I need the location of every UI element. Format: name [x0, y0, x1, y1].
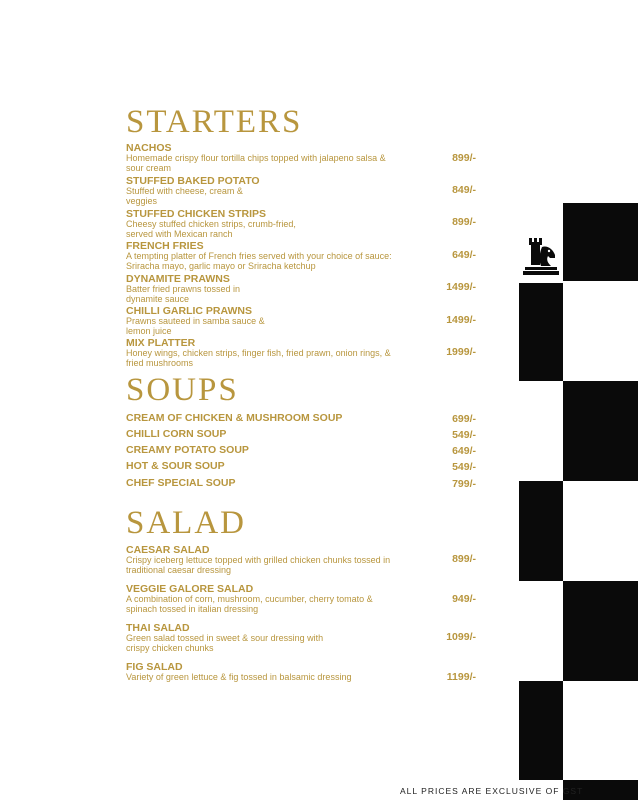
menu-item	[126, 584, 396, 614]
menu-item	[126, 274, 396, 304]
item-description: Honey wings, chicken strips, finger fish, fried prawn, onion rings, & fried mushrooms	[126, 348, 391, 368]
section-title-starters: STARTERS	[126, 104, 303, 140]
item-price: 1999/-	[446, 346, 476, 358]
menu-item	[126, 306, 396, 336]
menu-item	[126, 338, 396, 368]
gst-note: ALL PRICES ARE EXCLUSIVE OF GST	[400, 786, 584, 796]
item-price: 549/-	[452, 429, 476, 441]
checker-square	[519, 481, 563, 581]
section-title-salad: SALAD	[126, 505, 247, 541]
menu-item	[126, 662, 396, 683]
item-price: 899/-	[452, 216, 476, 228]
item-price: 549/-	[452, 461, 476, 473]
item-name: CREAM OF CHICKEN & MUSHROOM SOUP	[126, 412, 343, 424]
item-price: 899/-	[452, 553, 476, 565]
item-name: STUFFED CHICKEN STRIPS	[126, 208, 267, 220]
item-price: 1499/-	[446, 281, 476, 293]
item-name: MIX PLATTER	[126, 337, 196, 349]
item-description: A combination of corn, mushroom, cucumber, cherry tomato & spinach tossed in italian dressing	[126, 594, 373, 614]
section-title-soups: SOUPS	[126, 372, 239, 408]
item-description: Prawns sauteed in samba sauce & lemon juice	[126, 316, 265, 336]
menu-item	[126, 545, 396, 575]
checker-square	[563, 581, 638, 681]
item-description: Crispy iceberg lettuce topped with grilled chicken chunks tossed in traditional caesar dressing	[126, 555, 391, 575]
item-description: Green salad tossed in sweet & sour dressing with crispy chicken chunks	[126, 633, 324, 653]
menu-item	[126, 623, 396, 653]
checker-square	[519, 283, 563, 381]
item-name: CREAMY POTATO SOUP	[126, 444, 249, 456]
menu-item	[126, 143, 396, 173]
item-price: 699/-	[452, 413, 476, 425]
item-name: FIG SALAD	[126, 661, 183, 673]
item-name: VEGGIE GALORE SALAD	[126, 583, 254, 595]
menu-item	[126, 413, 396, 424]
menu-item	[126, 429, 396, 440]
checker-square	[563, 203, 638, 281]
item-name: STUFFED BAKED POTATO	[126, 175, 260, 187]
item-description: Cheesy stuffed chicken strips, crumb-fried, served with Mexican ranch	[126, 219, 296, 239]
menu-item	[126, 241, 396, 271]
item-description: Batter fried prawns tossed in dynamite sauce	[126, 284, 241, 304]
item-description: Variety of green lettuce & fig tossed in balsamic dressing	[126, 672, 352, 682]
checkerboard-decor	[519, 0, 638, 800]
item-name: FRENCH FRIES	[126, 240, 204, 252]
item-description: Homemade crispy flour tortilla chips topped with jalapeno salsa & sour cream	[126, 153, 386, 173]
chess-knight-icon	[520, 235, 560, 277]
item-description: Stuffed with cheese, cream & veggies	[126, 186, 243, 206]
item-price: 799/-	[452, 478, 476, 490]
item-description: A tempting platter of French fries served with your choice of sauce: Sriracha mayo, garlic mayo or Sriracha ketchup	[126, 251, 392, 271]
checker-square	[563, 381, 638, 481]
item-price: 1499/-	[446, 314, 476, 326]
menu-item	[126, 445, 396, 456]
item-name: THAI SALAD	[126, 622, 190, 634]
item-price: 649/-	[452, 445, 476, 457]
item-name: NACHOS	[126, 142, 172, 154]
item-name: HOT & SOUR SOUP	[126, 460, 225, 472]
item-name: CAESAR SALAD	[126, 544, 210, 556]
checker-square	[519, 681, 563, 780]
item-name: CHEF SPECIAL SOUP	[126, 477, 236, 489]
item-price: 1099/-	[446, 631, 476, 643]
item-name: DYNAMITE PRAWNS	[126, 273, 230, 285]
item-price: 949/-	[452, 593, 476, 605]
menu-item	[126, 461, 396, 472]
menu-item	[126, 176, 396, 206]
item-price: 649/-	[452, 249, 476, 261]
item-price: 899/-	[452, 152, 476, 164]
item-name: CHILLI GARLIC PRAWNS	[126, 305, 252, 317]
menu-item	[126, 209, 396, 239]
item-price: 1199/-	[446, 671, 476, 683]
item-price: 849/-	[452, 184, 476, 196]
menu-item	[126, 478, 396, 489]
item-name: CHILLI CORN SOUP	[126, 428, 227, 440]
